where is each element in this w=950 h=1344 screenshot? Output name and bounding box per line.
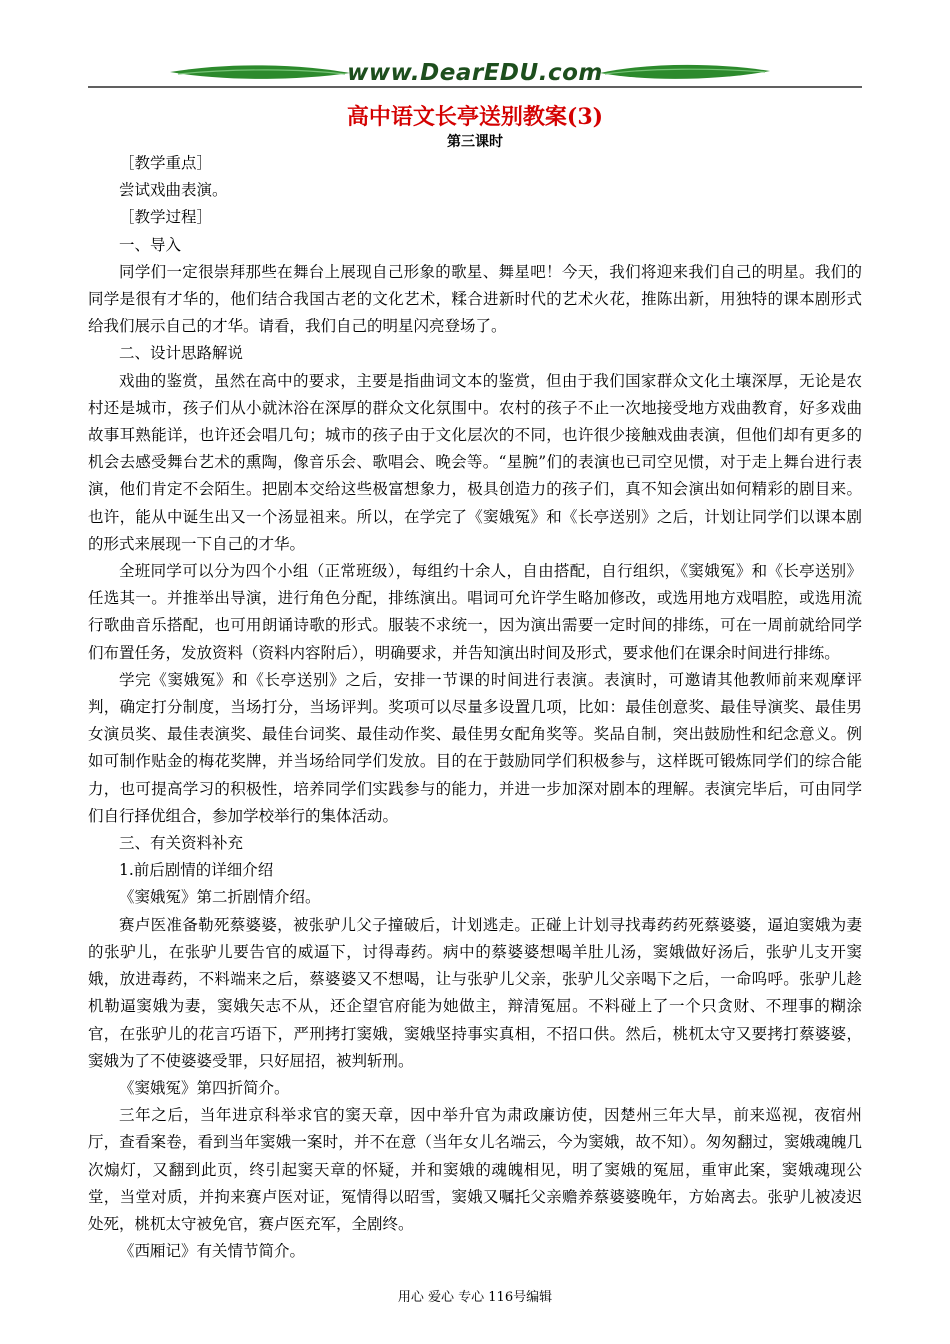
paragraph: 1.前后剧情的详细介绍 xyxy=(119,861,274,880)
paragraph: 学完《窦娥冤》和《长亭送别》之后，安排一节课的时间进行表演。表演时，可邀请其他教师前来观摩评判，确定打分制度，当场打分，当场评判。奖项可以尽量多设置几项，比如：最佳创意奖、最佳导演奖、最佳男女演员奖、最佳表演奖、最佳台词奖、最佳动作奖、最佳男女配角奖等。奖品自制，突出鼓励性和纪念意义。例如可制作贴金的梅花奖牌，并当场给同学们发放。目的在于鼓励同学们积极参与，这样既可锻炼同学们的综合能力，也可提高学习的积极性，培养同学们实践参与的能力，并进一步加深对剧本的理解。表演完毕后，可由同学们自行择优组合，参加学校举行的集体活动。 xyxy=(88,670,862,825)
site-header xyxy=(0,0,950,100)
section-heading: 二、设计思路解说 xyxy=(119,344,244,363)
paragraph: 尝试戏曲表演。 xyxy=(119,181,228,200)
paragraph: 《窦娥冤》第二折剧情介绍。 xyxy=(119,888,321,907)
paragraph: ［教学过程］ xyxy=(119,208,213,227)
section-heading: 一、导入 xyxy=(119,235,182,254)
site-logo[interactable]: www.DearEDU.com xyxy=(347,60,603,86)
section-heading: 三、有关资料补充 xyxy=(119,834,244,853)
paragraph: 戏曲的鉴赏，虽然在高中的要求，主要是指曲词文本的鉴赏，但由于我们国家群众文化土壤深厚，无论是农村还是城市，孩子们从小就沐浴在深厚的群众文化氛围中。农村的孩子不止一次地接受地方戏曲教育，好多戏曲故事耳熟能详，也许还会唱几句；城市的孩子由于文化层次的不同，也许很少接触戏曲表演，但他们却有更多的机会去感受舞台艺术的熏陶，像音乐会、歌唱会、晚会等。“星腕”们的表演也已司空见惯，对于走上舞台进行表演，他们肯定不会陌生。把剧本交给这些极富想象力，极具创造力的孩子们，真不知会演出如何精彩的剧目来。也许，能从中诞生出又一个汤显祖来。所以，在学完了《窦娥冤》和《长亭送别》之后，计划让同学们以课本剧的形式来展现一下自己的才华。 xyxy=(88,371,862,553)
paragraph: 同学们一定很崇拜那些在舞台上展现自己形象的歌星、舞星吧！今天，我们将迎来我们自己的明星。我们的同学是很有才华的，他们结合我国古老的文化艺术，糅合进新时代的艺术火花，推陈出新，用独特的课本剧形式给我们展示自己的才华。请看，我们自己的明星闪亮登场了。 xyxy=(88,262,862,336)
paragraph: ［教学重点］ xyxy=(119,154,213,172)
document-body xyxy=(88,150,862,1265)
paragraph: 《窦娥冤》第四折简介。 xyxy=(119,1078,290,1097)
paragraph: 三年之后，当年进京科举求官的窦天章，因中举升官为肃政廉访使，因楚州三年大旱，前来巡视，夜宿州厅，查看案卷，看到当年窦娥一案时，并不在意（当年女儿名端云，今为窦娥，故不知）。匆匆翻过，窦娥魂魄几次煽灯，又翻到此页，终引起窦天章的怀疑，并和窦娥的魂魄相见，明了窦娥的冤屈，重审此案，窦娥魂现公堂，当堂对质，并拘来赛卢医对证，冤情得以昭雪，窦娥又嘱托父亲赡养蔡婆婆晚年，方始离去。张驴儿被凌迟处死，桃杌太守被免官，赛卢医充军，全剧终。 xyxy=(88,1106,862,1233)
document-title: 高中语文长亭送别教案(3) xyxy=(346,104,604,130)
paragraph: 全班同学可以分为四个小组（正常班级），每组约十余人，自由搭配，自行组织，《窦娥冤》和《长亭送别》任选其一。并推举出导演，进行角色分配，排练演出。唱词可允许学生略加修改，或选用地方戏唱腔，或选用流行歌曲音乐搭配，也可用朗诵诗歌的形式。服装不求统一，因为演出需要一定时间的排练，可在一周前就给同学们布置任务，发放资料（资料内容附后），明确要求，并告知演出时间及形式，要求他们在课余时间进行排练。 xyxy=(88,562,862,662)
page-footer: 用心 爱心 专心 116号编辑 xyxy=(397,1290,553,1305)
document-subtitle: 第三课时 xyxy=(447,134,503,150)
paragraph: 《西厢记》有关情节简介。 xyxy=(119,1242,306,1261)
paragraph: 赛卢医准备勒死蔡婆婆，被张驴儿父子撞破后，计划逃走。正碰上计划寻找毒药药死蔡婆婆，逼迫窦娥为妻的张驴儿，在张驴儿要告官的威逼下，讨得毒药。病中的蔡婆婆想喝羊肚儿汤，窦娥做好汤后，张驴儿支开窦娥，放进毒药，不料端来之后，蔡婆婆又不想喝，让与张驴儿父亲，张驴儿父亲喝下之后，一命呜呼。张驴儿趁机勒逼窦娥为妻，窦娥矢志不从，还企望官府能为她做主，辩清冤屈。不料碰上了一个只贪财、不理事的糊涂官，在张驴儿的花言巧语下，严刑拷打窦娥，窦娥坚持事实真相，不招口供。然后，桃杌太守又要拷打蔡婆婆，窦娥为了不使婆婆受罪，只好屈招，被判斩刑。 xyxy=(88,915,862,1070)
